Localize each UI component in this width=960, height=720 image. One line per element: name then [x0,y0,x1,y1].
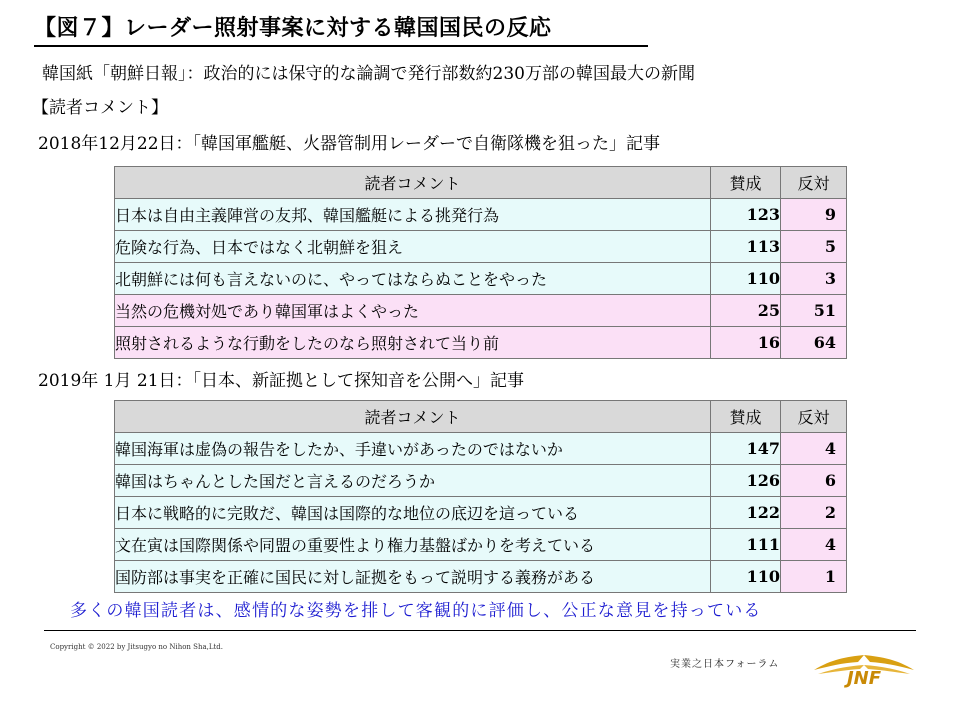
comments-table-2019 [114,400,847,593]
section-2-title: 2019年 1月 21日：「日本、新証拠として探知音を公開へ」記事 [38,371,525,391]
table-row [115,199,847,231]
comment-cell: 国防部は事実を正確に国民に対し証拠をもって説明する義務がある [115,561,711,593]
table-header-row [115,167,847,199]
table-row [115,263,847,295]
against-count: 3 [781,263,847,295]
comment-cell: 危険な行為、日本ではなく北朝鮮を狙え [115,231,711,263]
page-title: 【図７】レーダー照射事案に対する韓国国民の反応 [34,16,552,41]
against-count: 4 [781,529,847,561]
against-count: 64 [781,327,847,359]
title-underline [34,45,648,47]
favor-count: 110 [711,263,781,295]
table-row [115,465,847,497]
against-count: 5 [781,231,847,263]
table-row [115,231,847,263]
against-count: 1 [781,561,847,593]
header-comment: 読者コメント [115,401,711,433]
header-against: 反対 [781,401,847,433]
favor-count: 126 [711,465,781,497]
against-count: 2 [781,497,847,529]
against-count: 4 [781,433,847,465]
comment-cell: 日本は自由主義陣営の友邦、韓国艦艇による挑発行為 [115,199,711,231]
comment-cell: 日本に戦略的に完敗だ、韓国は国際的な地位の底辺を這っている [115,497,711,529]
header-comment: 読者コメント [115,167,711,199]
favor-count: 122 [711,497,781,529]
against-count: 9 [781,199,847,231]
favor-count: 111 [711,529,781,561]
table-row [115,497,847,529]
comment-cell: 韓国海軍は虚偽の報告をしたか、手違いがあったのではないか [115,433,711,465]
footer-divider [44,630,916,631]
comment-cell: 北朝鮮には何も言えないのに、やってはならぬことをやった [115,263,711,295]
favor-count: 123 [711,199,781,231]
favor-count: 147 [711,433,781,465]
comment-cell: 韓国はちゃんとした国だと言えるのだろうか [115,465,711,497]
favor-count: 16 [711,327,781,359]
table-row [115,433,847,465]
against-count: 6 [781,465,847,497]
table-header-row [115,401,847,433]
comment-cell: 照射されるような行動をしたのなら照射されて当り前 [115,327,711,359]
comment-cell: 当然の危機対処であり韓国軍はよくやった [115,295,711,327]
comment-cell: 文在寅は国際関係や同盟の重要性より権力基盤ばかりを考えている [115,529,711,561]
favor-count: 113 [711,231,781,263]
table-row [115,529,847,561]
organization-name: 実業之日本フォーラム [670,659,780,670]
reader-comments-heading: 【読者コメント】 [32,98,168,118]
comments-table-2018 [114,166,847,359]
jnf-logo-icon [812,650,916,690]
logo-text: JNF [846,668,882,689]
newspaper-description: 韓国紙「朝鮮日報」：政治的には保守的な論調で発行部数約230万部の韓国最大の新聞 [42,64,695,84]
header-favor: 賛成 [711,401,781,433]
table-row [115,327,847,359]
section-1-title: 2018年12月22日：「韓国軍艦艇、火器管制用レーダーで自衛隊機を狙った」記事 [38,134,661,154]
table-row [115,295,847,327]
copyright-notice: Copyright © 2022 by Jitsugyo no Nihon Sha,Ltd. [50,643,224,651]
table-row [115,561,847,593]
conclusion-text: 多くの韓国読者は、感情的な姿勢を排して客観的に評価し、公正な意見を持っている [70,601,762,621]
favor-count: 25 [711,295,781,327]
favor-count: 110 [711,561,781,593]
header-against: 反対 [781,167,847,199]
against-count: 51 [781,295,847,327]
header-favor: 賛成 [711,167,781,199]
